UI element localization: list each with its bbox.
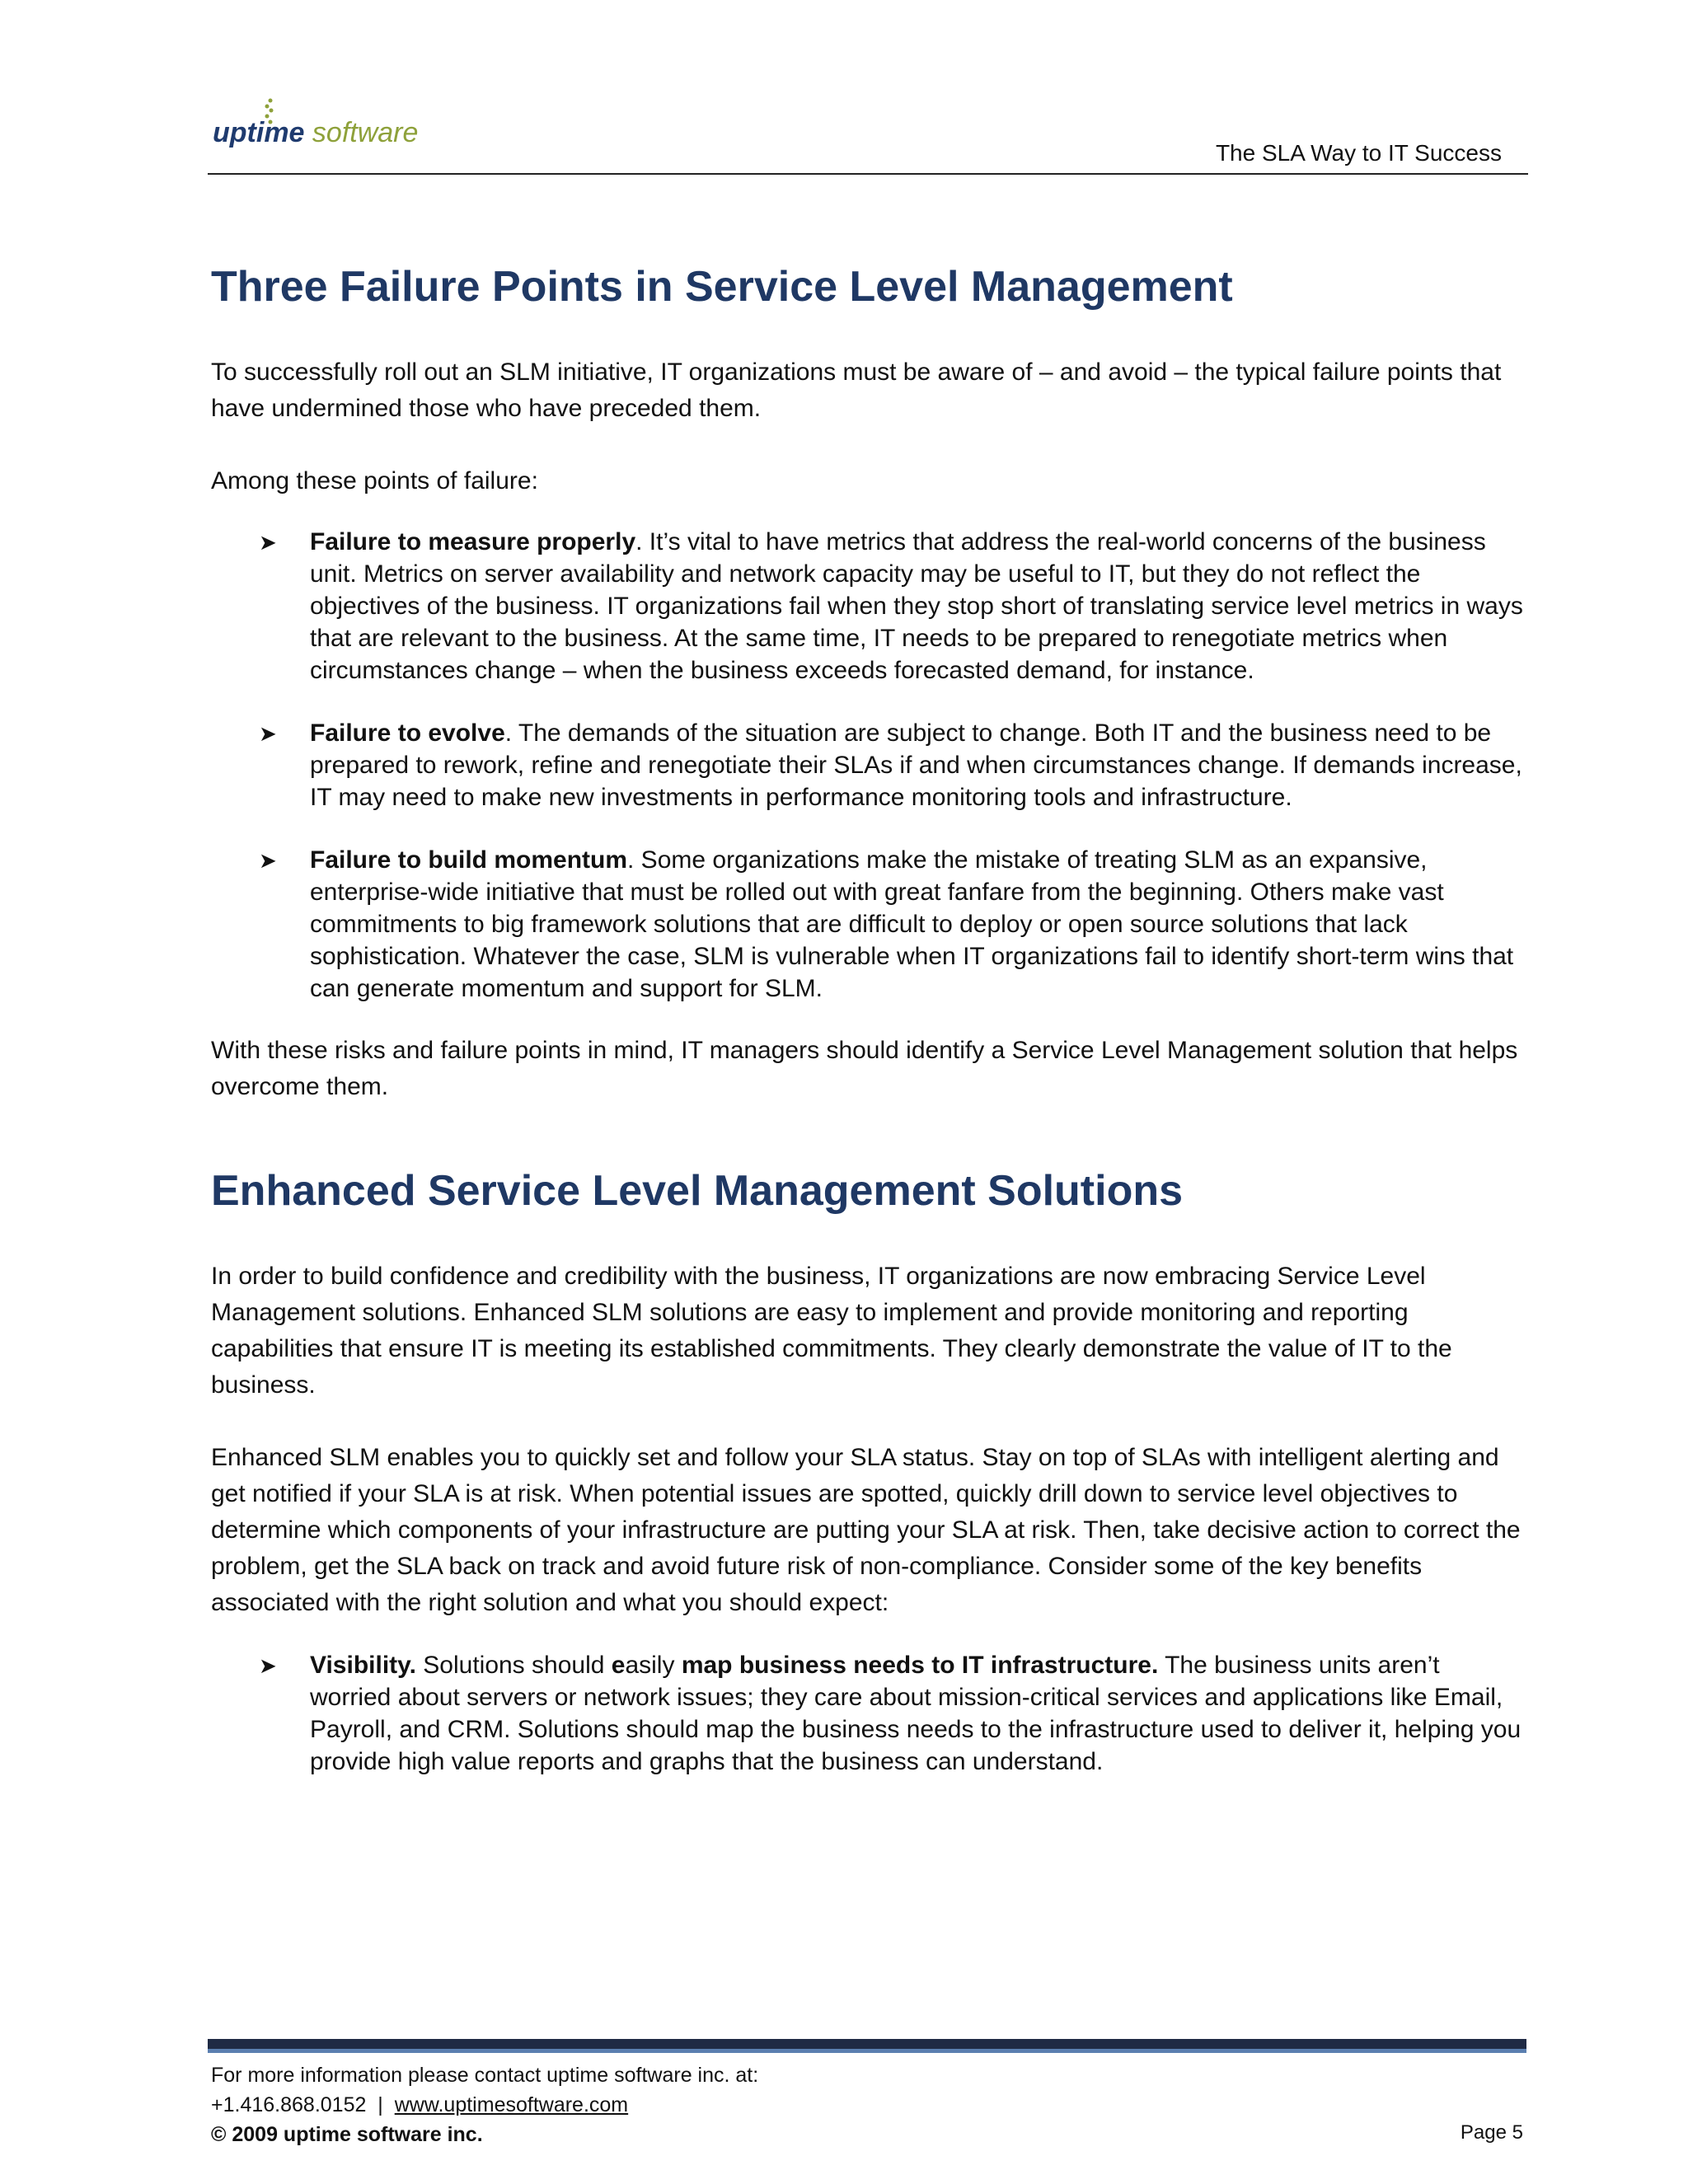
section2-paragraph-2: Enhanced SLM enables you to quickly set and follow your SLA status. Stay on top of SLAs with intelligent alerting and get notified if your SLA is at risk. When potential issues are spotted, quickly drill down to service level objectives to determine which components of your infrastructure are putting your SLA at risk. Then, take decisive action to correct the problem, get the SLA back on track and avoid future risk of non-compliance. Consider some of the key benefits associated with the right solution and what you should expect: <box>211 1444 1521 1616</box>
list-item <box>211 844 1523 1005</box>
list-item-title: Failure to evolve <box>310 719 505 747</box>
list-item <box>211 1649 1523 1778</box>
footer-divider <box>208 2039 1526 2049</box>
list-item <box>211 717 1523 813</box>
list-item-text: The business units aren’t worried about servers or network issues; they care about mission-critical services and applications like Email, Payroll, and CRM. Solutions should map the business needs to the infrastructure used to deliver it, helping you provide high value reports and graphs that the business can understand. <box>310 1652 1522 1775</box>
arrow-bullet-icon: ➤ <box>259 721 277 746</box>
footer <box>211 2060 758 2149</box>
header-title: The SLA Way to IT Success <box>1215 140 1502 166</box>
footer-copyright: © 2009 uptime software inc. <box>211 2123 483 2146</box>
list-item-text: asily <box>625 1652 682 1679</box>
list-item-title: Failure to measure properly <box>310 528 636 555</box>
uptime-logo <box>213 92 509 166</box>
list-item-text: Solutions should <box>415 1652 612 1679</box>
benefits-list <box>211 1649 1523 1778</box>
page-number: Page 5 <box>1460 2121 1523 2144</box>
footer-divider-accent <box>208 2049 1526 2053</box>
footer-website-link[interactable]: www.uptimesoftware.com <box>394 2093 629 2116</box>
section1-lead: Among these points of failure: <box>211 467 538 494</box>
list-item <box>211 526 1523 687</box>
footer-contact-line <box>211 2090 758 2120</box>
failure-points-list <box>211 526 1523 1005</box>
footer-separator: | <box>377 2093 383 2116</box>
main-content <box>211 255 1523 1778</box>
footer-contact: For more information please contact uptime software inc. at: <box>211 2064 759 2087</box>
logo-part-software: software <box>304 117 419 148</box>
list-item-text: . The demands of the situation are subject to change. Both IT and the business need to be prepared to rework, refine and renegotiate their SLAs if and when circumstances change. If demands increase, IT may need to make new investments in performance monitoring tools and infrastructure. <box>310 719 1522 811</box>
list-item-title: Visibility. <box>310 1652 416 1679</box>
header-divider <box>208 173 1528 175</box>
list-item-title: Failure to build momentum <box>310 846 628 874</box>
section1-closing: With these risks and failure points in mind, IT managers should identify a Service Level Management solution that helps overcome them. <box>211 1037 1518 1100</box>
section2-heading: Enhanced Service Level Management Solutions <box>211 1167 1184 1215</box>
arrow-bullet-icon: ➤ <box>259 848 277 873</box>
arrow-bullet-icon: ➤ <box>259 530 277 555</box>
list-item-text: . Some organizations make the mistake of treating SLM as an expansive, enterprise-wide initiative that must be rolled out with great fanfare from the beginning. Others make vast commitments to big framework solutions that are difficult to deploy or open source solutions that lack sophistication. Whatever the case, SLM is vulnerable when IT organizations fail to identify short-term wins that can generate momentum and support for SLM. <box>310 846 1514 1002</box>
list-item-emphasis: e <box>611 1652 626 1679</box>
list-item-emphasis: map business needs to IT infrastructure. <box>681 1652 1159 1679</box>
section1-heading: Three Failure Points in Service Level Management <box>211 263 1233 311</box>
logo-part-time: time <box>246 117 305 148</box>
list-item-text: . It’s vital to have metrics that address the real-world concerns of the business unit. Metrics on server availability and network capacity may be useful to IT, but they do not reflect the objectives of the business. IT organizations fail when they stop short of translating service level metrics in ways that are relevant to the business. At the same time, IT needs to be prepared to renegotiate metrics when circumstances change – when the business exceeds forecasted demand, for instance. <box>310 528 1523 684</box>
logo-wordmark <box>213 117 418 149</box>
logo-part-up: up <box>213 117 247 148</box>
footer-phone: +1.416.868.0152 <box>211 2093 367 2116</box>
arrow-bullet-icon: ➤ <box>259 1653 277 1678</box>
section1-intro: To successfully roll out an SLM initiative, IT organizations must be aware of – and avoid – the typical failure points that have undermined those who have preceded them. <box>211 359 1502 422</box>
section2-paragraph-1: In order to build confidence and credibility with the business, IT organizations are now embracing Service Level Management solutions. Enhanced SLM solutions are easy to implement and provide monitoring and reporting capabilities that ensure IT is meeting its established commitments. They clearly demonstrate the value of IT to the business. <box>211 1263 1452 1399</box>
